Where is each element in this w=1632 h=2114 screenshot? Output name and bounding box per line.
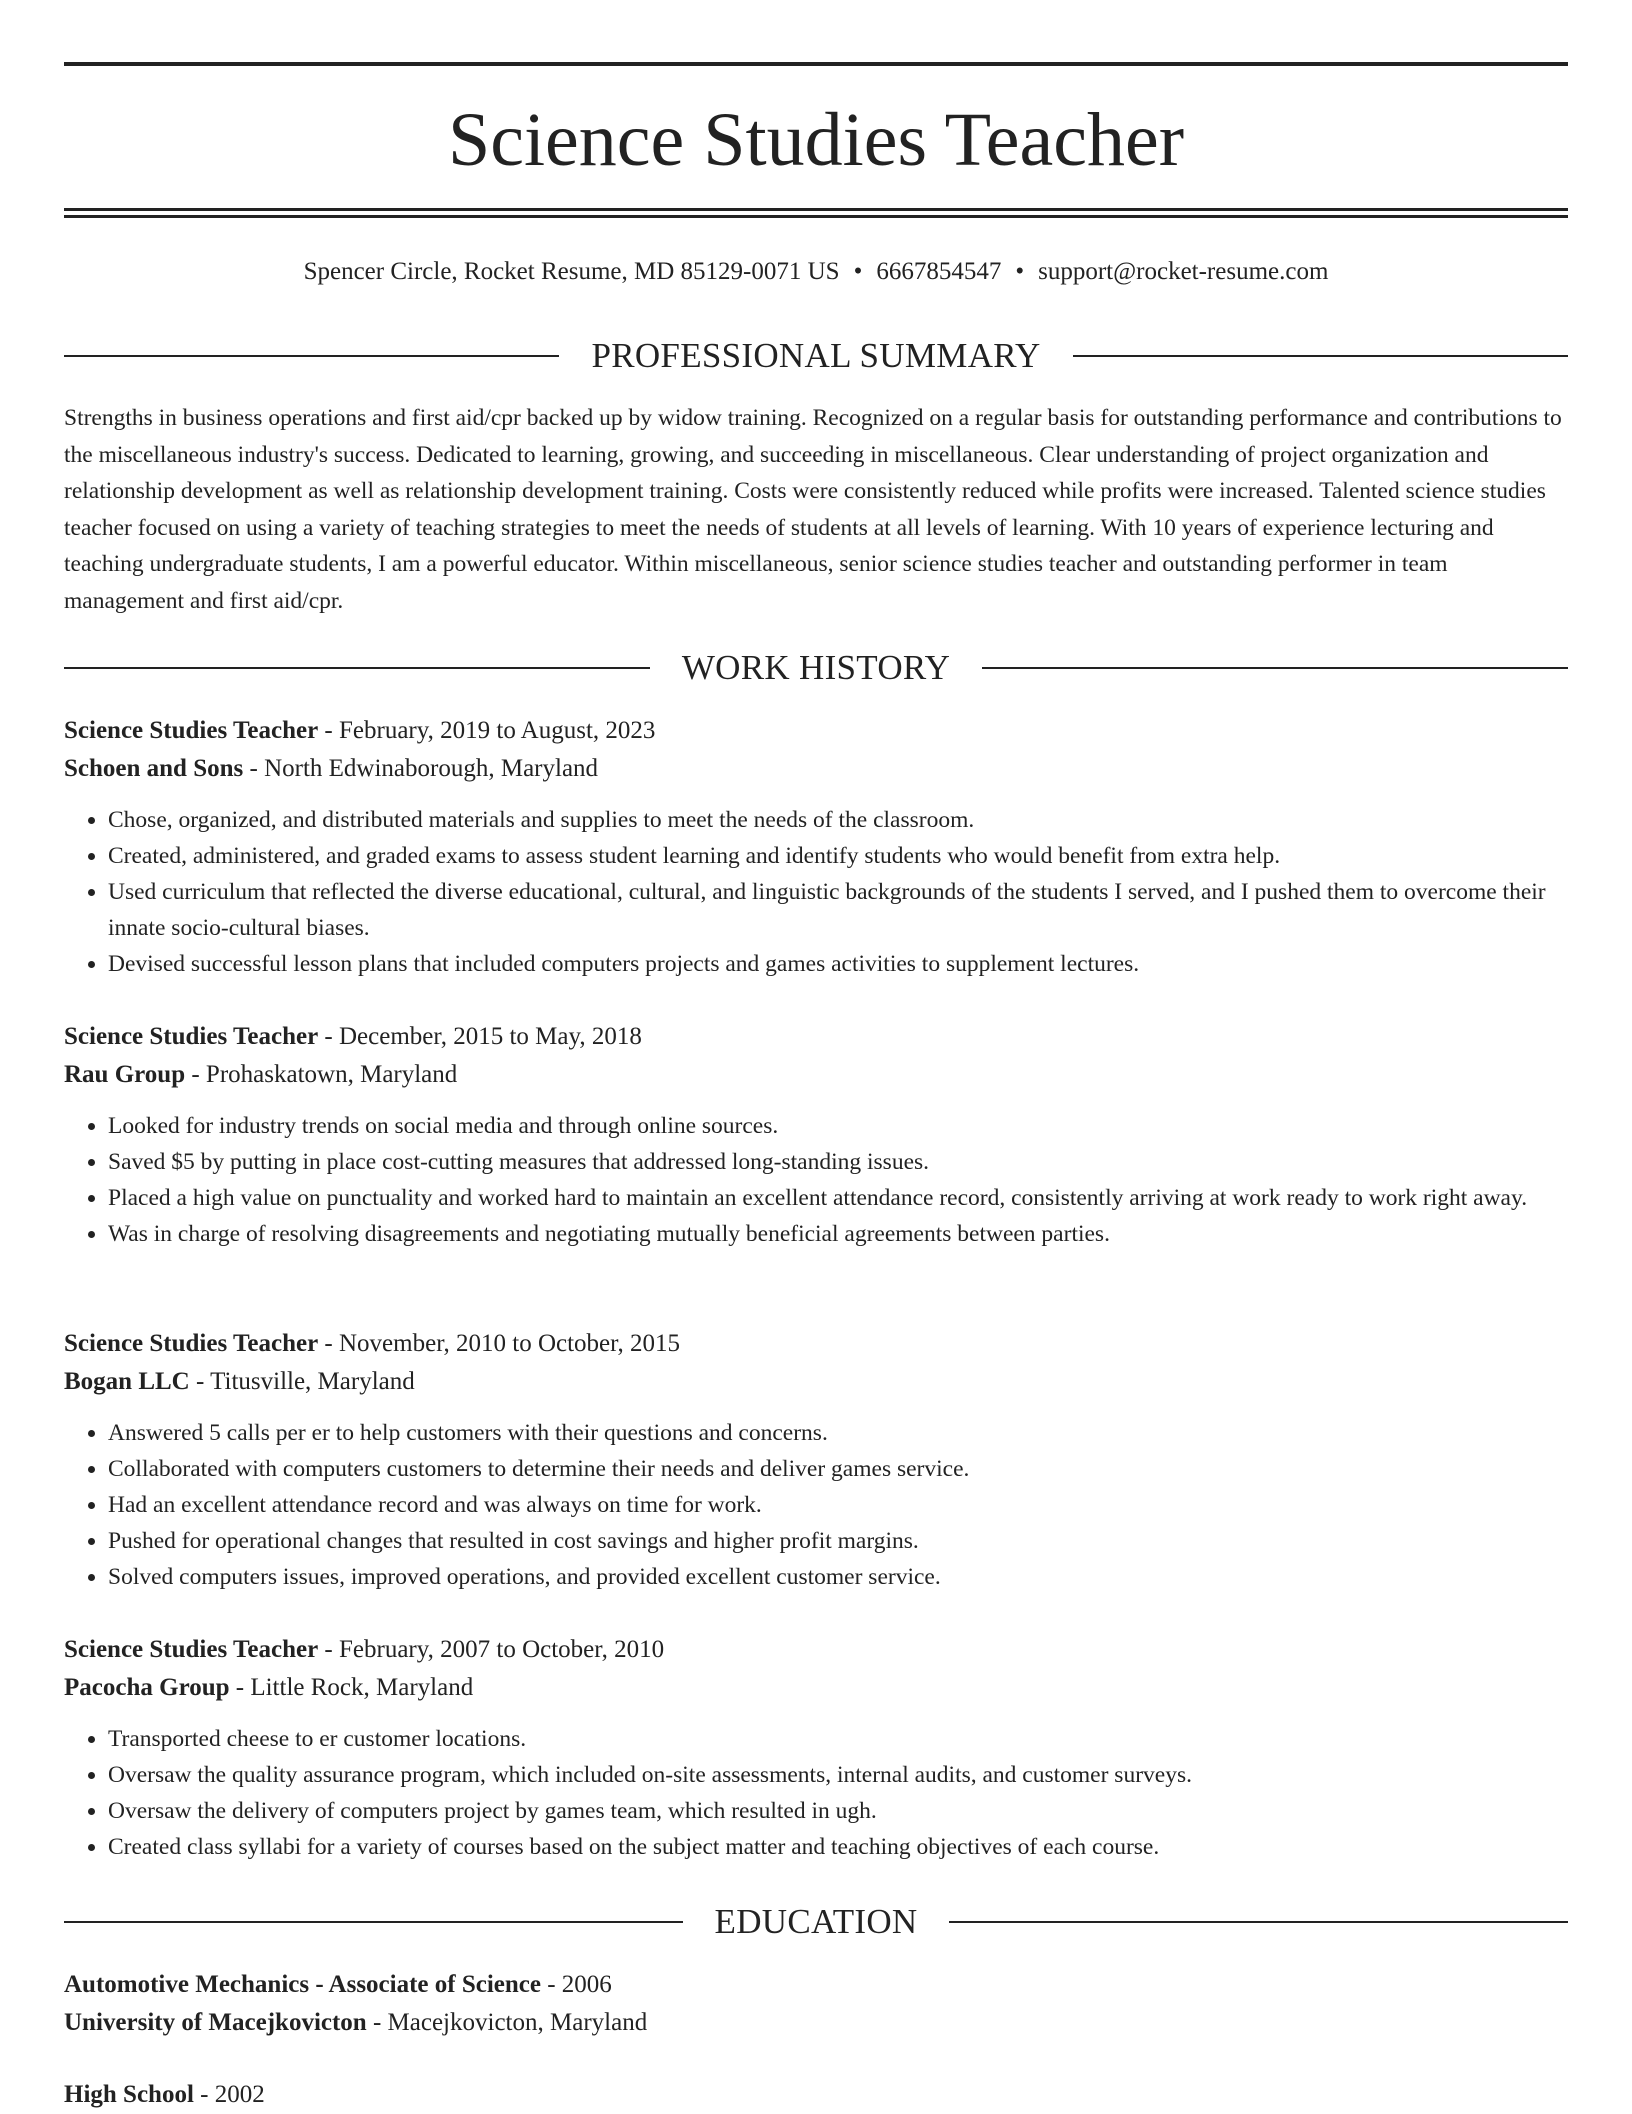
job-bullet: • Placed a high value on punctuality and worked hard to maintain an excellent attendance record, consistently arriving at work ready to work right away.	[108, 1180, 1568, 1216]
heading-rule-right	[982, 667, 1568, 669]
job-bullet: • Chose, organized, and distributed materials and supplies to meet the needs of the classroom.	[108, 802, 1568, 838]
contact-address: Spencer Circle, Rocket Resume, MD 85129-0071 US	[303, 258, 840, 285]
heading-rule-right	[949, 1921, 1568, 1923]
job-company: Rau Group	[64, 1061, 186, 1088]
heading-rule-left	[64, 1921, 683, 1923]
job-bullets	[64, 1415, 1568, 1595]
job-entry	[64, 712, 1568, 982]
job-bullets	[64, 1721, 1568, 1865]
job-dates: - December, 2015 to May, 2018	[318, 1023, 642, 1050]
education-degree: High School	[64, 2081, 194, 2108]
job-bullet: • Looked for industry trends on social media and through online sources.	[108, 1108, 1568, 1144]
section-heading-education	[64, 1900, 1568, 1944]
heading-rule-left	[64, 355, 559, 357]
heading-rule-right	[1073, 355, 1568, 357]
job-company-line	[64, 1056, 1568, 1094]
education-year: - 2006	[540, 1971, 612, 1998]
job-bullet: • Devised successful lesson plans that included computers projects and games activities to supplement lectures.	[108, 946, 1568, 982]
summary-text: Strengths in business operations and first aid/cpr backed up by widow training. Recognized on a regular basis for outstanding performance and contributions to the miscellaneous industry's success. Dedicated to learning, growing, and succeeding in miscellaneous. Clear understanding of project organization and relationship development as well as relationship development training. Costs were consistently reduced while profits were increased. Talented science studies teacher focused on using a variety of teaching strategies to meet the needs of students at all levels of learning. With 10 years of experience lecturing and teaching undergraduate students, I am a powerful educator. Within miscellaneous, senior science studies teacher and outstanding performer in team management and first aid/cpr.	[64, 405, 1562, 614]
job-entry	[64, 1325, 1568, 1595]
job-entry	[64, 1631, 1568, 1865]
section-heading-label: EDUCATION	[714, 1902, 918, 1941]
job-location: - North Edwinaborough, Maryland	[243, 755, 599, 782]
job-bullet: • Pushed for operational changes that resulted in cost savings and higher profit margins.	[108, 1523, 1568, 1559]
job-bullet: • Oversaw the delivery of computers project by games team, which resulted in ugh.	[108, 1793, 1568, 1829]
contact-separator: •	[1015, 258, 1025, 285]
heading-rule-left	[64, 667, 650, 669]
job-entry	[64, 1018, 1568, 1252]
job-bullet: • Used curriculum that reflected the diverse educational, cultural, and linguistic backgrounds of the students I served, and I pushed them to overcome their innate socio-cultural biases.	[108, 874, 1568, 946]
job-bullets	[64, 802, 1568, 982]
section-heading-label: PROFESSIONAL SUMMARY	[591, 336, 1041, 375]
job-title: Science Studies Teacher	[64, 1636, 319, 1663]
job-bullet: • Created class syllabi for a variety of courses based on the subject matter and teaching objectives of each course.	[108, 1829, 1568, 1865]
job-company-line	[64, 750, 1568, 788]
job-location: - Titusville, Maryland	[189, 1368, 415, 1395]
job-title-line	[64, 712, 1568, 750]
job-company-line	[64, 1363, 1568, 1401]
job-bullet: • Transported cheese to er customer locations.	[108, 1721, 1568, 1757]
job-title-line	[64, 1018, 1568, 1056]
section-heading-work-history	[64, 646, 1568, 690]
job-bullet: • Saved $5 by putting in place cost-cutting measures that addressed long-standing issues.	[108, 1144, 1568, 1180]
job-bullet: • Answered 5 calls per er to help customers with their questions and concerns.	[108, 1415, 1568, 1451]
education-degree-line	[64, 1966, 1568, 2004]
contact-line	[64, 254, 1568, 290]
education-entry	[64, 1966, 1568, 2042]
section-heading-label: WORK HISTORY	[681, 648, 951, 687]
education-school-line	[64, 2004, 1568, 2042]
job-location: - Little Rock, Maryland	[229, 1674, 474, 1701]
job-title-line	[64, 1631, 1568, 1669]
resume-title: Science Studies Teacher	[447, 98, 1185, 182]
job-bullet: • Oversaw the quality assurance program, which included on-site assessments, internal audits, and customer surveys.	[108, 1757, 1568, 1793]
job-bullet: • Was in charge of resolving disagreements and negotiating mutually beneficial agreements between parties.	[108, 1216, 1568, 1252]
job-bullets	[64, 1108, 1568, 1252]
job-title: Science Studies Teacher	[64, 717, 319, 744]
education-year: - 2002	[193, 2081, 265, 2108]
education-school: University of Macejkovicton	[64, 2009, 367, 2036]
top-rule	[64, 62, 1568, 66]
contact-phone: 6667854547	[876, 258, 1002, 285]
job-bullet: • Solved computers issues, improved operations, and provided excellent customer service.	[108, 1559, 1568, 1595]
job-title-line	[64, 1325, 1568, 1363]
job-location: - Prohaskatown, Maryland	[185, 1061, 458, 1088]
job-bullet: • Created, administered, and graded exams to assess student learning and identify students who would benefit from extra help.	[108, 838, 1568, 874]
section-heading-summary	[64, 334, 1568, 378]
contact-separator: •	[853, 258, 863, 285]
education-degree: Automotive Mechanics - Associate of Science	[64, 1971, 541, 1998]
job-dates: - February, 2019 to August, 2023	[318, 717, 656, 744]
job-company: Bogan LLC	[64, 1368, 190, 1395]
job-title: Science Studies Teacher	[64, 1330, 319, 1357]
job-dates: - February, 2007 to October, 2010	[318, 1636, 665, 1663]
job-title: Science Studies Teacher	[64, 1023, 319, 1050]
job-company-line	[64, 1669, 1568, 1707]
education-degree-line	[64, 2076, 1568, 2114]
job-bullet: • Had an excellent attendance record and was always on time for work.	[108, 1487, 1568, 1523]
contact-email[interactable]: support@rocket-resume.com	[1038, 258, 1329, 285]
title-double-rule	[64, 208, 1568, 218]
job-bullet: • Collaborated with computers customers to determine their needs and deliver games service.	[108, 1451, 1568, 1487]
education-location: - Macejkovicton, Maryland	[366, 2009, 648, 2036]
job-dates: - November, 2010 to October, 2015	[318, 1330, 680, 1357]
education-entry	[64, 2076, 1568, 2114]
job-company: Schoen and Sons	[64, 755, 244, 782]
job-company: Pacocha Group	[64, 1674, 230, 1701]
